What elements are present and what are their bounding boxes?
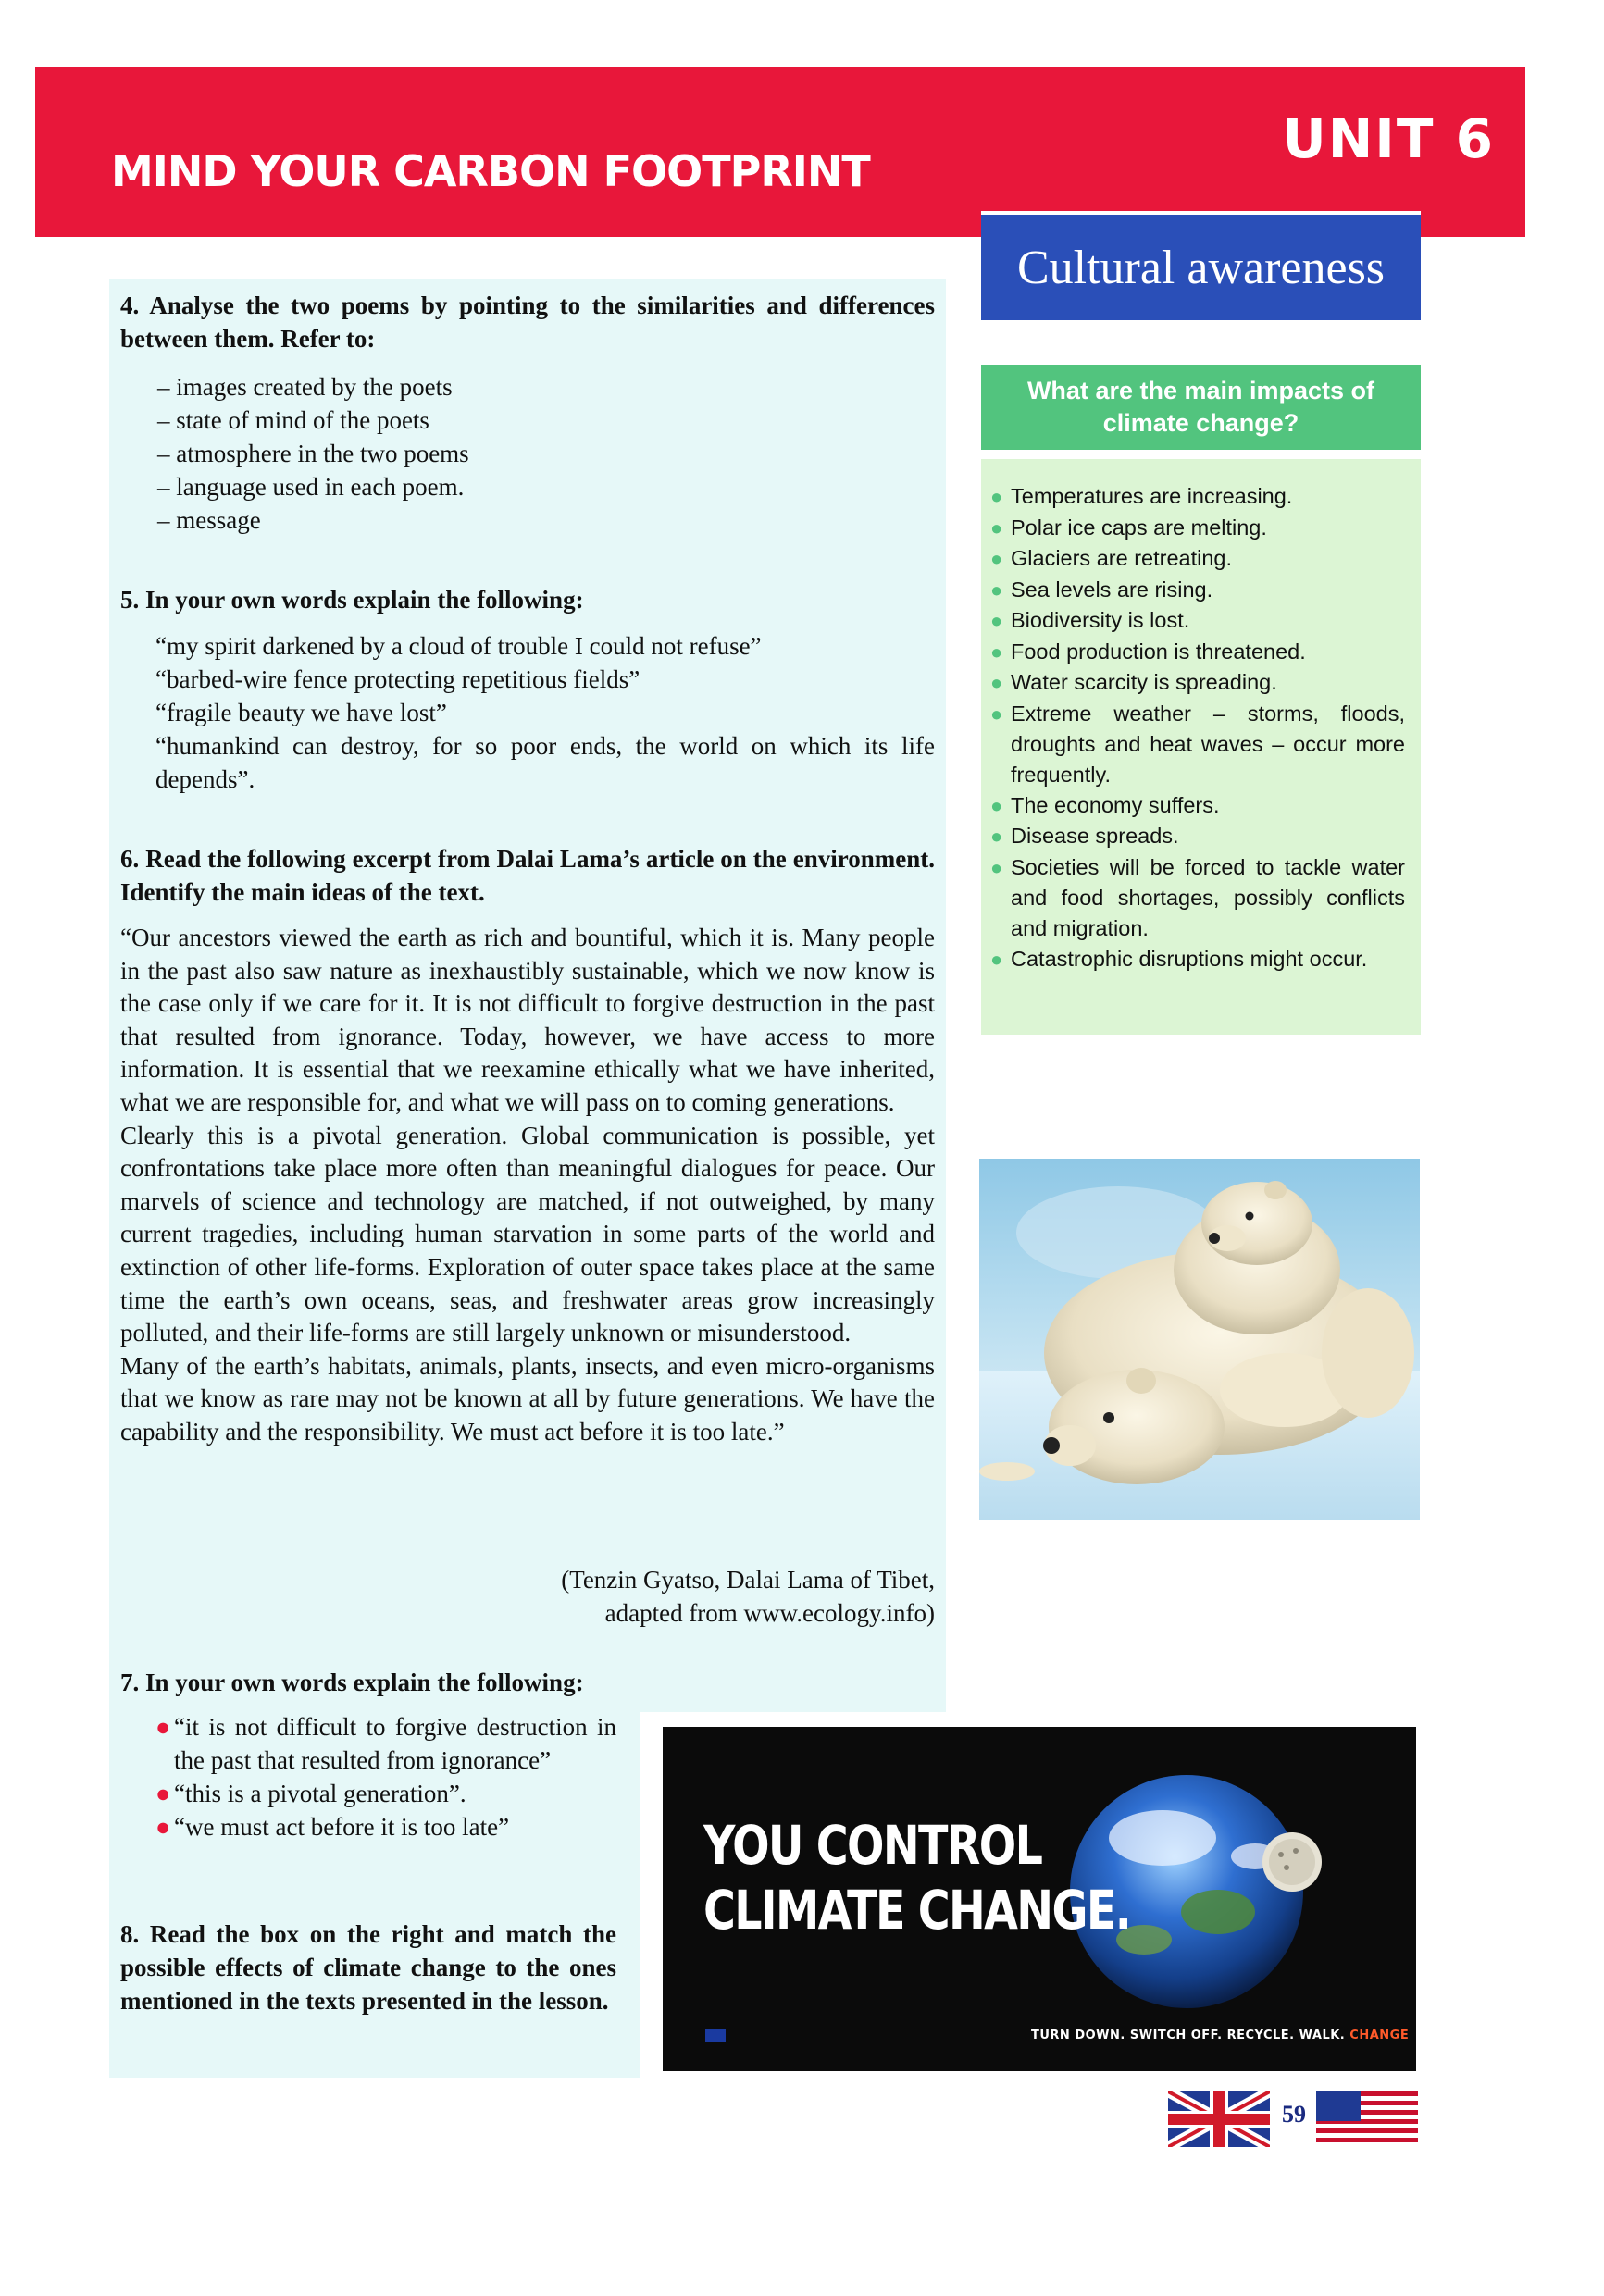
impact-item — [990, 513, 1405, 544]
impact-item — [990, 543, 1405, 575]
impact-item — [990, 821, 1405, 852]
impact-text: Disease spreads. — [1011, 824, 1179, 848]
section-title: Cultural awareness — [1016, 241, 1386, 294]
impacts-list — [990, 481, 1405, 974]
quote-item — [155, 729, 935, 796]
us-flag-icon — [1316, 2091, 1418, 2147]
list-item: – images created by the poets — [157, 373, 453, 401]
impact-item — [990, 699, 1405, 790]
impact-text: Catastrophic disruptions might occur. — [1011, 946, 1368, 971]
impact-item — [990, 637, 1405, 668]
impact-text: Food production is threatened. — [1011, 639, 1306, 664]
impact-item — [990, 605, 1405, 637]
bullet-icon: ● — [990, 639, 1003, 664]
impact-text: Glaciers are retreating. — [1011, 546, 1233, 570]
impact-text: Extreme weather – storms, floods, droughts and heat waves – occur more frequently. — [1011, 701, 1405, 787]
impact-item — [990, 575, 1405, 606]
excerpt-paragraph: Many of the earth’s habitats, animals, plants, insects, and even micro-organisms that we know as rare may not be known at all by future generations. We have the capability and the responsibility. We must act before it is too late.” — [120, 1351, 935, 1446]
excerpt-paragraph: Clearly this is a pivotal generation. Global communication is possible, yet confrontations take place more often than meaningful dialogues for peace. Our marvels of science and technology are matched, if not outweighed, by many current tragedies, including human starvation in some parts of the world and extinction of other life-forms. Exploration of outer space takes place at the same time the earth’s own oceans, seas, and freshwater areas grow increasingly polluted, and their life-forms are still largely unknown or misunderstood. — [120, 1121, 935, 1347]
excerpt-credit — [463, 1564, 935, 1630]
list-item: – language used in each poem. — [157, 473, 465, 501]
excerpt-paragraph: “Our ancestors viewed the earth as rich and bountiful, which it is. Many people in the past also saw nature as inexhaustibly sustainable, which we now know is the case only if we care for it. It is not difficult to forgive destruction in the past that resulted from ignorance. Today, however, we have access to more information. It is essential that we reexamine ethically what we have inherited, what we are responsible for, and what we will pass on to coming generations. — [120, 924, 935, 1116]
poster-headline-line1: YOU CONTROL — [703, 1814, 1042, 1877]
quote-item: “barbed-wire fence protecting repetitious fields” — [155, 665, 640, 693]
impact-text: Temperatures are increasing. — [1011, 484, 1293, 508]
poster-tagline-accent: CHANGE — [1349, 2029, 1410, 2042]
bullet-icon: ● — [990, 577, 1003, 602]
q5-list — [155, 629, 935, 796]
polar-bear-photo — [979, 1159, 1420, 1520]
impact-text: Sea levels are rising. — [1011, 577, 1213, 602]
bullet-icon: ● — [990, 855, 1003, 879]
bullet-icon: ● — [990, 825, 1003, 848]
credit-line: adapted from www.ecology.info) — [604, 1598, 935, 1627]
quote-item: “my spirit darkened by a cloud of trouble I could not refuse” — [155, 632, 762, 660]
list-item-text: “we must act before it is too late” — [174, 1813, 510, 1841]
poster-headline-line2: CLIMATE CHANGE. — [703, 1879, 1131, 1942]
impact-text: Biodiversity is lost. — [1011, 608, 1190, 632]
q4-heading: 4. Analyse the two poems by pointing to the similarities and differences between them. Refer to: — [120, 292, 935, 353]
impact-text: Polar ice caps are melting. — [1011, 515, 1267, 540]
list-item: – message — [157, 506, 261, 534]
bullet-icon: ● — [155, 1713, 171, 1741]
list-item — [155, 1777, 616, 1810]
impact-item — [990, 852, 1405, 944]
impact-text: Societies will be forced to tackle water and food shortages, possibly conflicts and migration. — [1011, 854, 1405, 940]
impact-item — [990, 667, 1405, 699]
polar-bear-illustration — [979, 1159, 1420, 1520]
bullet-icon: ● — [990, 609, 1003, 632]
excerpt — [120, 922, 935, 1449]
section-tab — [981, 211, 1421, 320]
poster-tagline-text: TURN DOWN. SWITCH OFF. RECYCLE. WALK. — [1031, 2029, 1346, 2042]
q7-heading: 7. In your own words explain the following: — [120, 1669, 584, 1696]
poster-tagline — [1031, 2029, 1409, 2042]
q6-heading: 6. Read the following excerpt from Dalai Lama’s article on the environment. Identify the main ideas of the text. — [120, 845, 935, 906]
quote-text: “humankind can destroy, for so poor ends, the world on which its life depends”. — [155, 732, 935, 793]
bullet-icon: ● — [990, 793, 1003, 817]
q5-heading: 5. In your own words explain the following: — [120, 586, 584, 614]
list-item: – state of mind of the poets — [157, 406, 429, 434]
impact-text: The economy suffers. — [1011, 792, 1220, 817]
bullet-icon: ● — [990, 701, 1003, 726]
unit-title: UNIT 6 — [1282, 107, 1495, 170]
bullet-icon: ● — [990, 515, 1003, 540]
page-number: 59 — [1282, 2101, 1306, 2128]
bullet-icon: ● — [155, 1780, 171, 1807]
impact-item — [990, 481, 1405, 513]
q4-list — [157, 370, 861, 537]
impact-text: Water scarcity is spreading. — [1011, 670, 1277, 694]
bullet-icon: ● — [990, 485, 1003, 508]
bullet-icon: ● — [155, 1813, 171, 1841]
uk-flag-icon — [1168, 2091, 1270, 2147]
impact-item — [990, 944, 1405, 975]
list-item — [155, 1710, 616, 1777]
bullet-icon: ● — [990, 547, 1003, 570]
credit-line: (Tenzin Gyatso, Dalai Lama of Tibet, — [561, 1566, 935, 1594]
chapter-title: MIND YOUR CARBON FOOTPRINT — [111, 146, 870, 196]
q7-list — [155, 1710, 616, 1843]
bullet-icon: ● — [990, 671, 1003, 694]
list-item-text: “it is not difficult to forgive destruction in the past that resulted from ignorance” — [174, 1713, 616, 1774]
q8-heading: 8. Read the box on the right and match the possible effects of climate change to the ones mentioned in the texts presented in the lesson. — [120, 1920, 616, 2015]
list-item — [155, 1810, 616, 1843]
eu-flag-icon — [705, 2029, 726, 2042]
impact-item — [990, 790, 1405, 822]
impacts-title: What are the main impacts of climate change? — [1026, 377, 1375, 437]
bullet-icon: ● — [990, 947, 1003, 971]
list-item: – atmosphere in the two poems — [157, 440, 469, 467]
list-item-text: “this is a pivotal generation”. — [174, 1780, 466, 1807]
impacts-header — [981, 365, 1421, 450]
quote-item: “fragile beauty we have lost” — [155, 699, 447, 726]
